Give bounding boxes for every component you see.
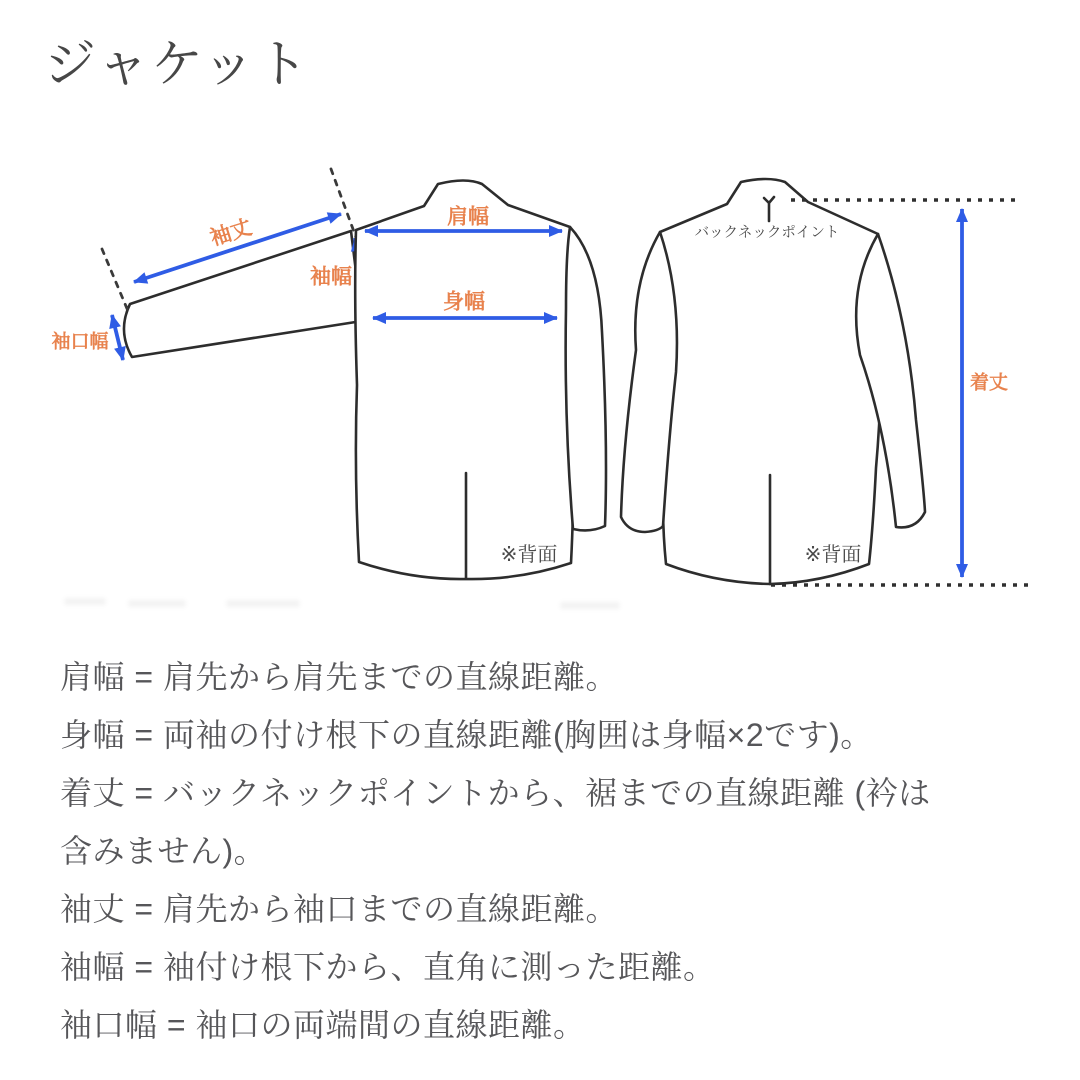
ghost-smudge — [560, 602, 620, 609]
sleeve-length-label: 袖丈 — [207, 215, 255, 251]
definition-body-width: 身幅 = 両袖の付け根下の直線距離(胸囲は身幅×2です)。 — [60, 717, 873, 753]
shoulder-width-label: 肩幅 — [447, 205, 489, 229]
sleeve-width-label: 袖幅 — [310, 265, 352, 289]
body-width-label: 身幅 — [443, 290, 485, 314]
page-title: ジャケット — [44, 36, 311, 94]
definition-garment-length-cont: 含みません)。 — [60, 833, 267, 869]
ghost-smudge — [226, 600, 300, 607]
definition-sleeve-length: 袖丈 = 肩先から袖口までの直線距離。 — [60, 891, 618, 927]
garment-length-label: 着丈 — [970, 372, 1009, 394]
cuff-width-arrow — [112, 315, 123, 360]
definition-sleeve-width: 袖幅 = 袖付け根下から、直角に測った距離。 — [60, 949, 716, 985]
measurement-definitions — [60, 648, 1070, 1054]
back-view-note-center: ※背面 — [500, 544, 558, 566]
back-view-note-right: ※背面 — [804, 544, 862, 566]
cuff-width-label: 袖口幅 — [51, 331, 109, 353]
back-neck-point-label: バックネックポイント — [694, 225, 840, 241]
definition-cuff-width: 袖口幅 = 袖口の両端間の直線距離。 — [60, 1007, 586, 1043]
definition-garment-length: 着丈 = バックネックポイントから、裾までの直線距離 (衿は — [60, 775, 931, 811]
ghost-smudge — [64, 598, 106, 605]
extension-dash-shoulder — [331, 169, 357, 240]
ghost-smudge — [128, 600, 186, 607]
definition-shoulder-width: 肩幅 = 肩先から肩先までの直線距離。 — [60, 659, 618, 695]
extension-dash-cuff — [102, 249, 128, 311]
jacket-center-right-sleeve — [566, 227, 606, 530]
sleeve-outline — [124, 231, 362, 357]
